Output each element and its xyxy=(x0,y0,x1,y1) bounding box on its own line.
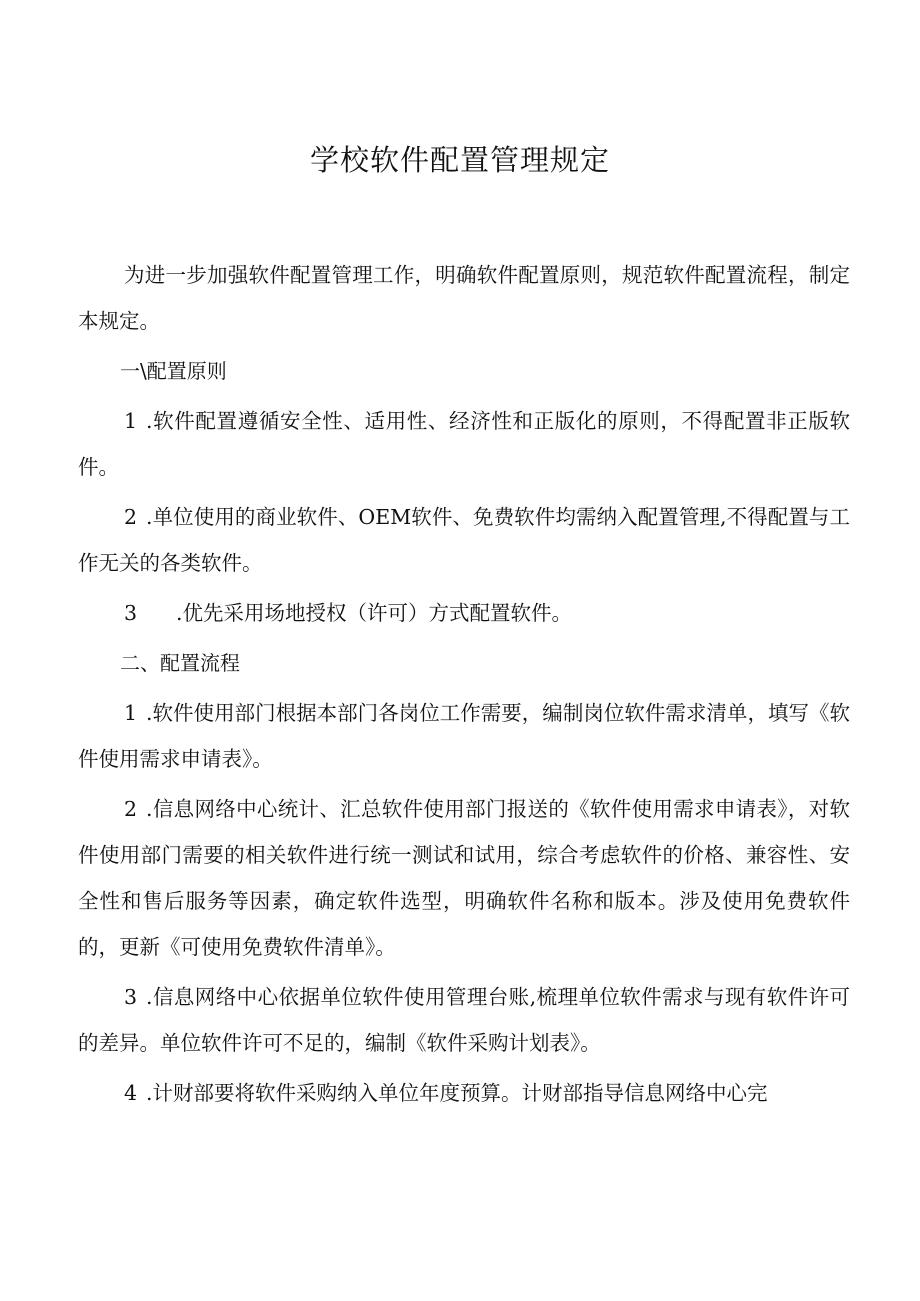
intro-paragraph: 为进一步加强软件配置管理工作，明确软件配置原则，规范软件配置流程，制定本规定。 xyxy=(78,263,850,333)
item-number: 2 xyxy=(124,505,138,529)
item-text: .优先采用场地授权（许可）方式配置软件。 xyxy=(176,601,573,625)
item-number: 4 xyxy=(124,1081,138,1105)
item-text: .计财部要将软件采购纳入单位年度预算。计财部指导信息网络中心完 xyxy=(146,1081,768,1105)
process-item-4 xyxy=(78,1070,850,1116)
item-number: 3 xyxy=(124,601,138,625)
process-item-1 xyxy=(78,690,850,782)
principle-item-3 xyxy=(78,590,850,636)
item-text: .信息网络中心统计、汇总软件使用部门报送的《软件使用需求申请表》，对软件使用部门需要的相关软件进行统一测试和试用，综合考虑软件的价格、兼容性、安全性和售后服务等因素，确定软件选型，明确软件名称和版本。涉及使用免费软件的，更新《可使用免费软件清单》。 xyxy=(78,797,850,959)
principle-item-1 xyxy=(78,398,850,490)
process-item-3 xyxy=(78,974,850,1066)
item-number: 1 xyxy=(124,701,138,725)
process-item-2 xyxy=(78,786,850,970)
item-number: 1 xyxy=(124,409,138,433)
document-title: 学校软件配置管理规定 xyxy=(309,143,610,177)
item-number: 2 xyxy=(124,797,138,821)
item-text: .单位使用的商业软件、OEM软件、免费软件均需纳入配置管理,不得配置与工作无关的各类软件。 xyxy=(78,505,850,575)
section-heading-principles: 一\配置原则 xyxy=(120,359,227,383)
principle-item-2 xyxy=(78,494,850,586)
item-text: .软件配置遵循安全性、适用性、经济性和正版化的原则，不得配置非正版软件。 xyxy=(78,409,850,479)
item-text: .信息网络中心依据单位软件使用管理台账,梳理单位软件需求与现有软件许可的差异。单位软件许可不足的，编制《软件采购计划表》。 xyxy=(78,985,850,1055)
item-number: 3 xyxy=(124,985,138,1009)
document-body xyxy=(78,252,850,1120)
section-heading-process: 二、配置流程 xyxy=(120,651,240,675)
item-text: .软件使用部门根据本部门各岗位工作需要，编制岗位软件需求清单，填写《软件使用需求申请表》。 xyxy=(78,701,850,771)
